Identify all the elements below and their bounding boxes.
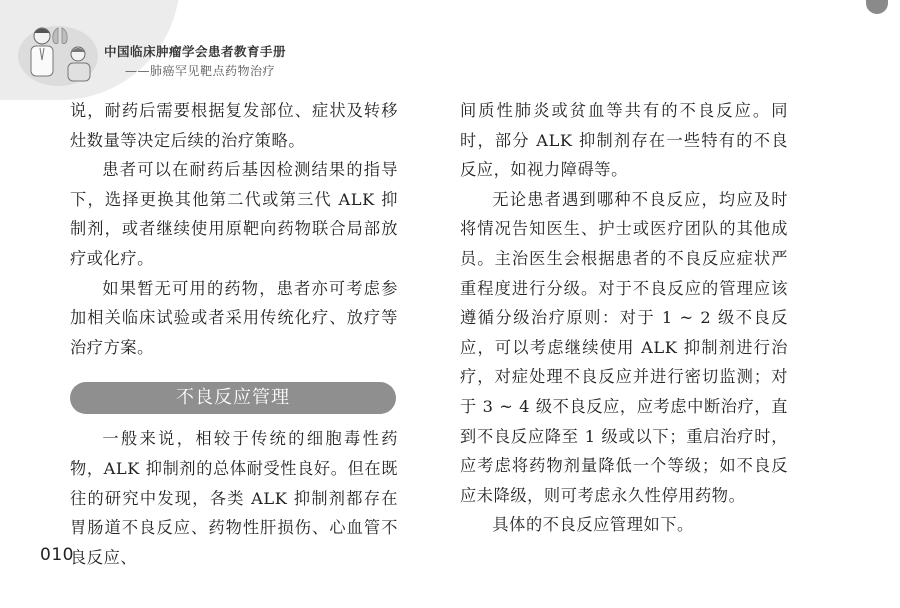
handbook-title: 中国临床肿瘤学会患者教育手册: [104, 44, 287, 59]
section-heading: 不良反应管理: [70, 382, 396, 414]
left-column: [70, 96, 398, 572]
paragraph: 具体的不良反应管理如下。: [492, 515, 694, 535]
paragraph: 一般来说，相较于传统的细胞毒性药物，ALK 抑制剂的总体耐受性良好。但在既往的研究中发现，各类 ALK 抑制剂都存在胃肠道不良反应、药物性肝损伤、心血管不良反应、: [70, 429, 398, 567]
handbook-subtitle: ——肺癌罕见靶点药物治疗: [125, 64, 276, 78]
page-number: 010: [40, 545, 74, 565]
paragraph: 间质性肺炎或贫血等共有的不良反应。同时，部分 ALK 抑制剂存在一些特有的不良反应，如视力障碍等。: [460, 101, 788, 180]
paragraph: 如果暂无可用的药物，患者亦可考虑参加相关临床试验或者采用传统化疗、放疗等治疗方案。: [70, 278, 398, 357]
corner-tab-decoration: [866, 0, 888, 14]
right-column: [460, 96, 788, 540]
paragraph: 说，耐药后需要根据复发部位、症状及转移灶数量等决定后续的治疗策略。: [70, 101, 398, 150]
paragraph: 无论患者遇到哪种不良反应，均应及时将情况告知医生、护士或医疗团队的其他成员。主治医生会根据患者的不良反应症状严重程度进行分级。对于不良反应的管理应该遵循分级治疗原则：对于 1 ~ 2 级不良反应，可以考虑继续使用 ALK 抑制剂进行治疗，对症处理不良反应并进行密切监测；对于 3 ~ 4 级不良反应，应考虑中断治疗，直到不良反应降至 1 级或以下；重启治疗时，应考虑将药物剂量降低一个等级；如不良反应未降级，则可考虑永久性停用药物。: [460, 189, 788, 505]
paragraph: 患者可以在耐药后基因检测结果的指导下，选择更换其他第二代或第三代 ALK 抑制剂，或者继续使用原靶向药物联合局部放疗或化疗。: [70, 160, 398, 268]
doctor-patient-illustration: [18, 20, 102, 86]
